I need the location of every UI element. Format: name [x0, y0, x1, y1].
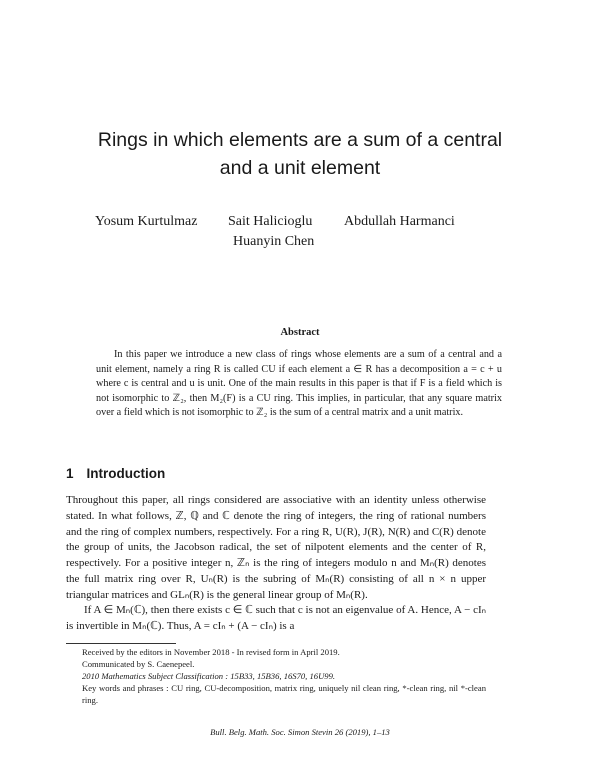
footnote-keywords: Key words and phrases : CU ring, CU-decomposition, matrix ring, uniquely nil clean ring, *-clean ring, nil *-clean ring. — [82, 683, 486, 705]
abstract-heading: Abstract — [280, 327, 320, 338]
section-title: Introduction — [86, 466, 166, 481]
author-name: Yosum Kurtulmaz — [95, 214, 198, 229]
body-paragraph: Throughout this paper, all rings considered are associative with an identity unless otherwise stated. In what follows, ℤ, ℚ and ℂ denote the ring of integers, the ring of rational numbers and the ring of complex numbers, respectively. For a ring R, U(R), J(R), N(R) and C(R) denote the group of units, the Jacobson radical, the set of nilpotent elements and the center of R, respectively. For a positive integer n, ℤₙ is the ring of integers modulo n and Mₙ(R) denotes the full matrix ring over R, Uₙ(R) is the subring of Mₙ(R) consisting of all n × n upper triangular matrices and GLₙ(R) is the general linear group of Mₙ(R). — [66, 494, 486, 601]
section-heading — [66, 466, 165, 481]
footnotes — [82, 646, 486, 706]
footnote-classification: 2010 Mathematics Subject Classification : 15B33, 15B36, 16S70, 16U99. — [82, 671, 336, 681]
author-name: Huanyin Chen — [233, 234, 315, 249]
footnote-received: Received by the editors in November 2018 - In revised form in April 2019. — [82, 647, 340, 657]
title-line-2: and a unit element — [219, 157, 381, 179]
journal-citation: Bull. Belg. Math. Soc. Simon Stevin 26 (2019), 1–13 — [210, 727, 390, 737]
paper-title — [40, 126, 560, 182]
title-line-1: Rings in which elements are a sum of a central — [97, 129, 503, 151]
footnote-communicated: Communicated by S. Caenepeel. — [82, 659, 195, 669]
abstract-text: In this paper we introduce a new class of rings whose elements are a sum of a central and a unit element, namely a ring R is called CU if each element a ∈ R has a decomposition a = c + u where c is central and u is unit. One of the main results in this paper is that if F is a field which is not isomorphic to ℤ₂, then M₂(F) is a CU ring. This implies, in particular, that any square matrix over a field which is not isomorphic to ℤ₂ is the sum of a central matrix and a unit matrix. — [96, 349, 502, 419]
section-number: 1 — [66, 466, 74, 481]
body-paragraph: If A ∈ Mₙ(ℂ), then there exists c ∈ ℂ such that c is not an eigenvalue of A. Hence, A − cIₙ is invertible in Mₙ(ℂ). Thus, A = cIₙ + (A − cIₙ) is a — [66, 604, 486, 632]
footnote-rule — [66, 643, 176, 644]
author-name: Sait Halicioglu — [228, 214, 313, 229]
author-name: Abdullah Harmanci — [344, 214, 455, 229]
